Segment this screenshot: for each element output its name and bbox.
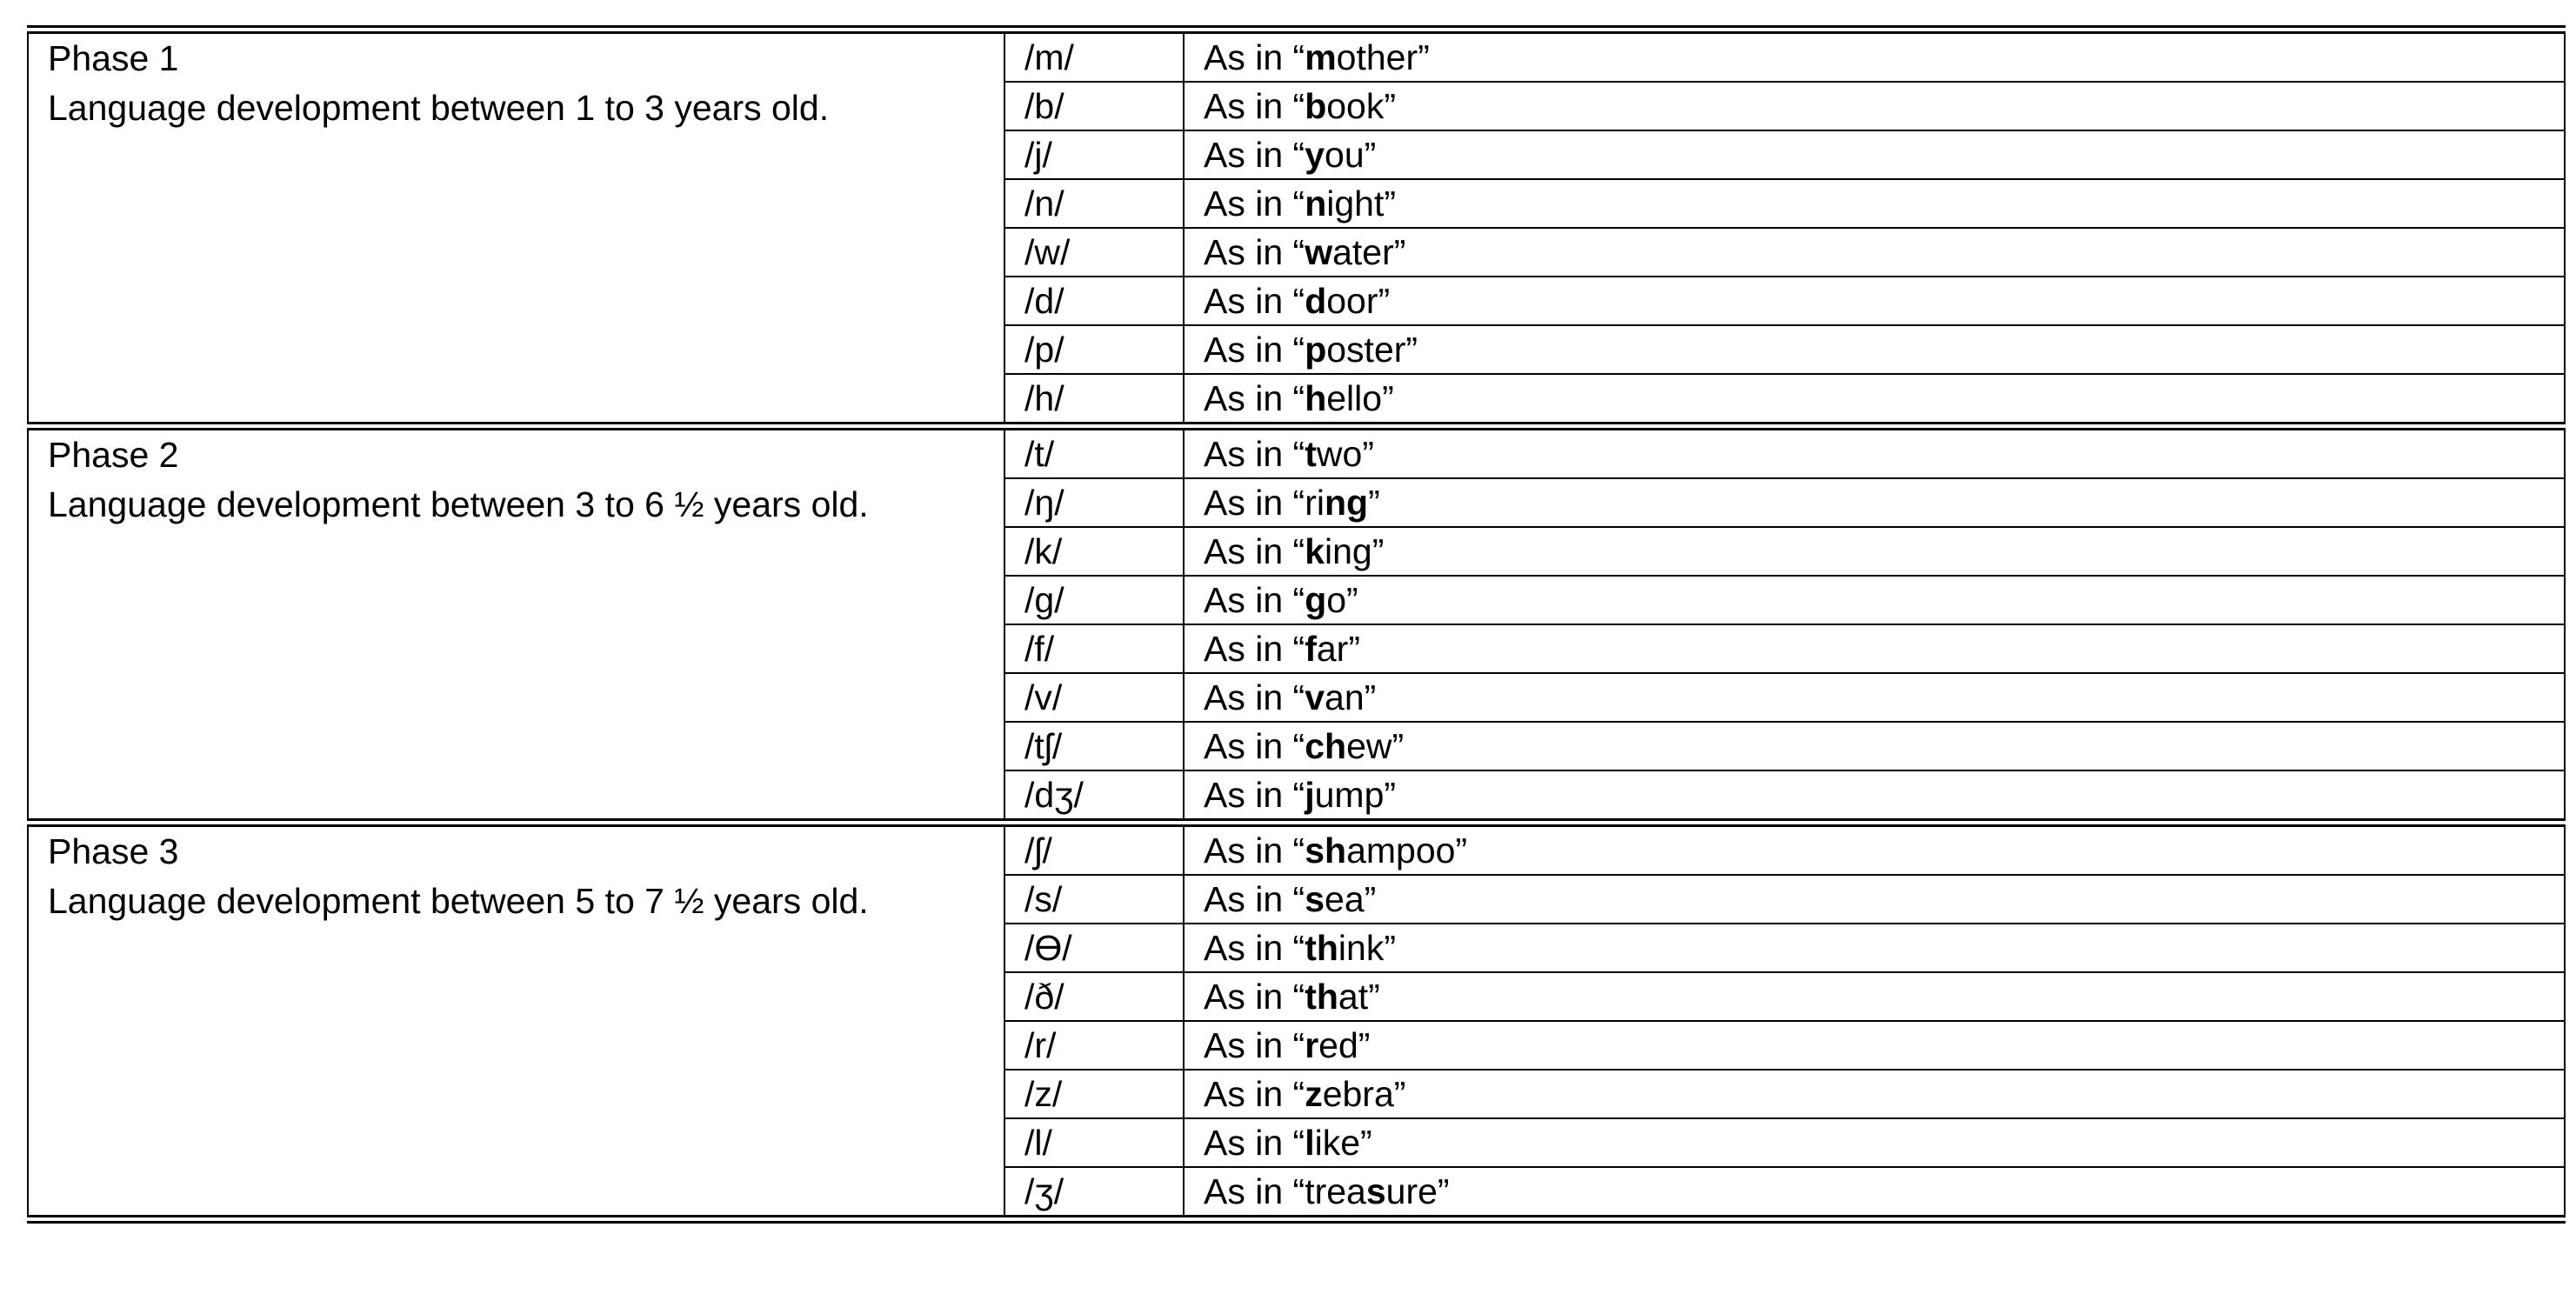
example-word [1184,1070,2565,1118]
example-highlight: k [1305,531,1325,571]
example-prefix: As in “ [1204,977,1305,1017]
example-prefix: As in “ [1204,232,1305,272]
example-rest: other” [1336,37,1430,77]
phase-description: Language development between 1 to 3 years old. [48,88,830,128]
example-prefix: As in “ [1204,37,1305,77]
example-word [1184,722,2565,770]
example-rest: oor” [1326,281,1391,321]
example-highlight: y [1305,135,1325,175]
example-word [1184,624,2565,673]
example-highlight: w [1305,232,1333,272]
phoneme-symbol: /g/ [1004,576,1184,624]
example-rest: oster” [1326,330,1418,370]
phoneme-symbol: /n/ [1004,179,1184,228]
example-rest: ebra” [1322,1074,1406,1114]
example-prefix: As in “ [1204,1025,1305,1065]
example-rest: ook” [1326,86,1397,126]
phoneme-symbol: /r/ [1004,1021,1184,1070]
example-word [1184,576,2565,624]
phoneme-symbol: /Ɵ/ [1004,924,1184,972]
phase-cell [28,823,1004,1219]
phoneme-symbol: /ʃ/ [1004,823,1184,875]
phoneme-symbol: /z/ [1004,1070,1184,1118]
example-prefix: As in “ [1204,775,1305,815]
phoneme-symbol: /m/ [1004,30,1184,82]
example-rest: ou” [1325,135,1377,175]
example-prefix: As in “ [1204,928,1305,968]
phase-description: Language development between 3 to 6 ½ years old. [48,484,869,524]
example-highlight: th [1305,977,1338,1017]
phoneme-symbol: /v/ [1004,673,1184,722]
phoneme-symbol: /f/ [1004,624,1184,673]
example-rest: at” [1338,977,1380,1017]
example-prefix: As in “ [1204,1074,1305,1114]
example-highlight: h [1305,378,1327,418]
example-word [1184,82,2565,130]
example-prefix: As in “trea [1204,1171,1366,1211]
example-prefix: As in “ [1204,580,1305,620]
example-word [1184,478,2565,527]
example-word [1184,130,2565,179]
example-rest: ater” [1332,232,1406,272]
example-prefix: As in “ [1204,830,1305,870]
table-body [28,30,2565,1219]
example-prefix: As in “ri [1204,483,1325,523]
example-rest: wo” [1316,434,1374,474]
example-highlight: j [1305,775,1315,815]
example-rest: ea” [1325,879,1377,919]
phase-cell [28,30,1004,426]
phoneme-development-table [27,25,2566,1224]
phase-title: Phase 3 [48,831,179,871]
example-prefix: As in “ [1204,629,1305,669]
example-rest: ight” [1326,183,1397,223]
example-highlight: th [1305,928,1338,968]
table-row [28,426,2565,478]
phoneme-symbol: /d/ [1004,277,1184,325]
example-word [1184,426,2565,478]
example-word [1184,1118,2565,1167]
example-word [1184,277,2565,325]
example-word [1184,179,2565,228]
example-prefix: As in “ [1204,677,1305,717]
example-word [1184,875,2565,924]
phoneme-symbol: /dʒ/ [1004,770,1184,823]
example-rest: ello” [1326,378,1394,418]
example-rest: ump” [1314,775,1397,815]
example-word [1184,1021,2565,1070]
example-highlight: t [1305,434,1317,474]
example-rest: ” [1368,483,1380,523]
example-prefix: As in “ [1204,86,1305,126]
example-word [1184,374,2565,426]
example-word [1184,673,2565,722]
example-word [1184,30,2565,82]
example-prefix: As in “ [1204,183,1305,223]
example-highlight: ng [1324,483,1369,523]
table-row [28,30,2565,82]
example-word [1184,924,2565,972]
example-highlight: b [1305,86,1327,126]
example-rest: ure” [1385,1171,1450,1211]
phoneme-symbol: /w/ [1004,228,1184,277]
example-word [1184,823,2565,875]
phoneme-symbol: /l/ [1004,1118,1184,1167]
example-highlight: s [1305,879,1325,919]
example-prefix: As in “ [1204,281,1305,321]
example-highlight: p [1305,330,1327,370]
example-prefix: As in “ [1204,726,1305,766]
phase-description: Language development between 5 to 7 ½ years old. [48,881,869,921]
example-highlight: sh [1305,830,1347,870]
example-word [1184,325,2565,374]
phoneme-symbol: /t/ [1004,426,1184,478]
phoneme-symbol: /j/ [1004,130,1184,179]
phase-cell [28,426,1004,823]
example-highlight: r [1305,1025,1319,1065]
example-rest: an” [1325,677,1377,717]
example-prefix: As in “ [1204,879,1305,919]
phoneme-symbol: /h/ [1004,374,1184,426]
phase-title: Phase 1 [48,38,179,78]
phoneme-symbol: /p/ [1004,325,1184,374]
example-rest: ing” [1325,531,1385,571]
example-rest: ampoo” [1346,830,1468,870]
example-rest: ink” [1338,928,1396,968]
example-word [1184,1167,2565,1219]
phoneme-symbol: /ʒ/ [1004,1167,1184,1219]
example-word [1184,770,2565,823]
example-rest: ed” [1318,1025,1371,1065]
example-highlight: s [1365,1171,1386,1211]
example-highlight: n [1305,183,1327,223]
phoneme-symbol: /ŋ/ [1004,478,1184,527]
example-rest: ike” [1314,1123,1372,1163]
example-prefix: As in “ [1204,531,1305,571]
example-rest: ew” [1346,726,1405,766]
example-highlight: m [1305,37,1337,77]
table-row [28,823,2565,875]
example-rest: ar” [1316,629,1360,669]
example-prefix: As in “ [1204,330,1305,370]
example-highlight: z [1305,1074,1323,1114]
phase-title: Phase 2 [48,435,179,475]
example-word [1184,228,2565,277]
example-word [1184,527,2565,576]
example-highlight: v [1305,677,1325,717]
example-prefix: As in “ [1204,1123,1305,1163]
example-highlight: l [1305,1123,1315,1163]
phoneme-symbol: /s/ [1004,875,1184,924]
example-rest: o” [1326,580,1358,620]
phoneme-symbol: /ð/ [1004,972,1184,1021]
phoneme-symbol: /k/ [1004,527,1184,576]
example-prefix: As in “ [1204,434,1305,474]
example-highlight: f [1305,629,1317,669]
example-highlight: g [1305,580,1327,620]
example-highlight: ch [1305,726,1347,766]
phoneme-symbol: /b/ [1004,82,1184,130]
phoneme-symbol: /tʃ/ [1004,722,1184,770]
example-highlight: d [1305,281,1327,321]
example-prefix: As in “ [1204,378,1305,418]
example-prefix: As in “ [1204,135,1305,175]
example-word [1184,972,2565,1021]
